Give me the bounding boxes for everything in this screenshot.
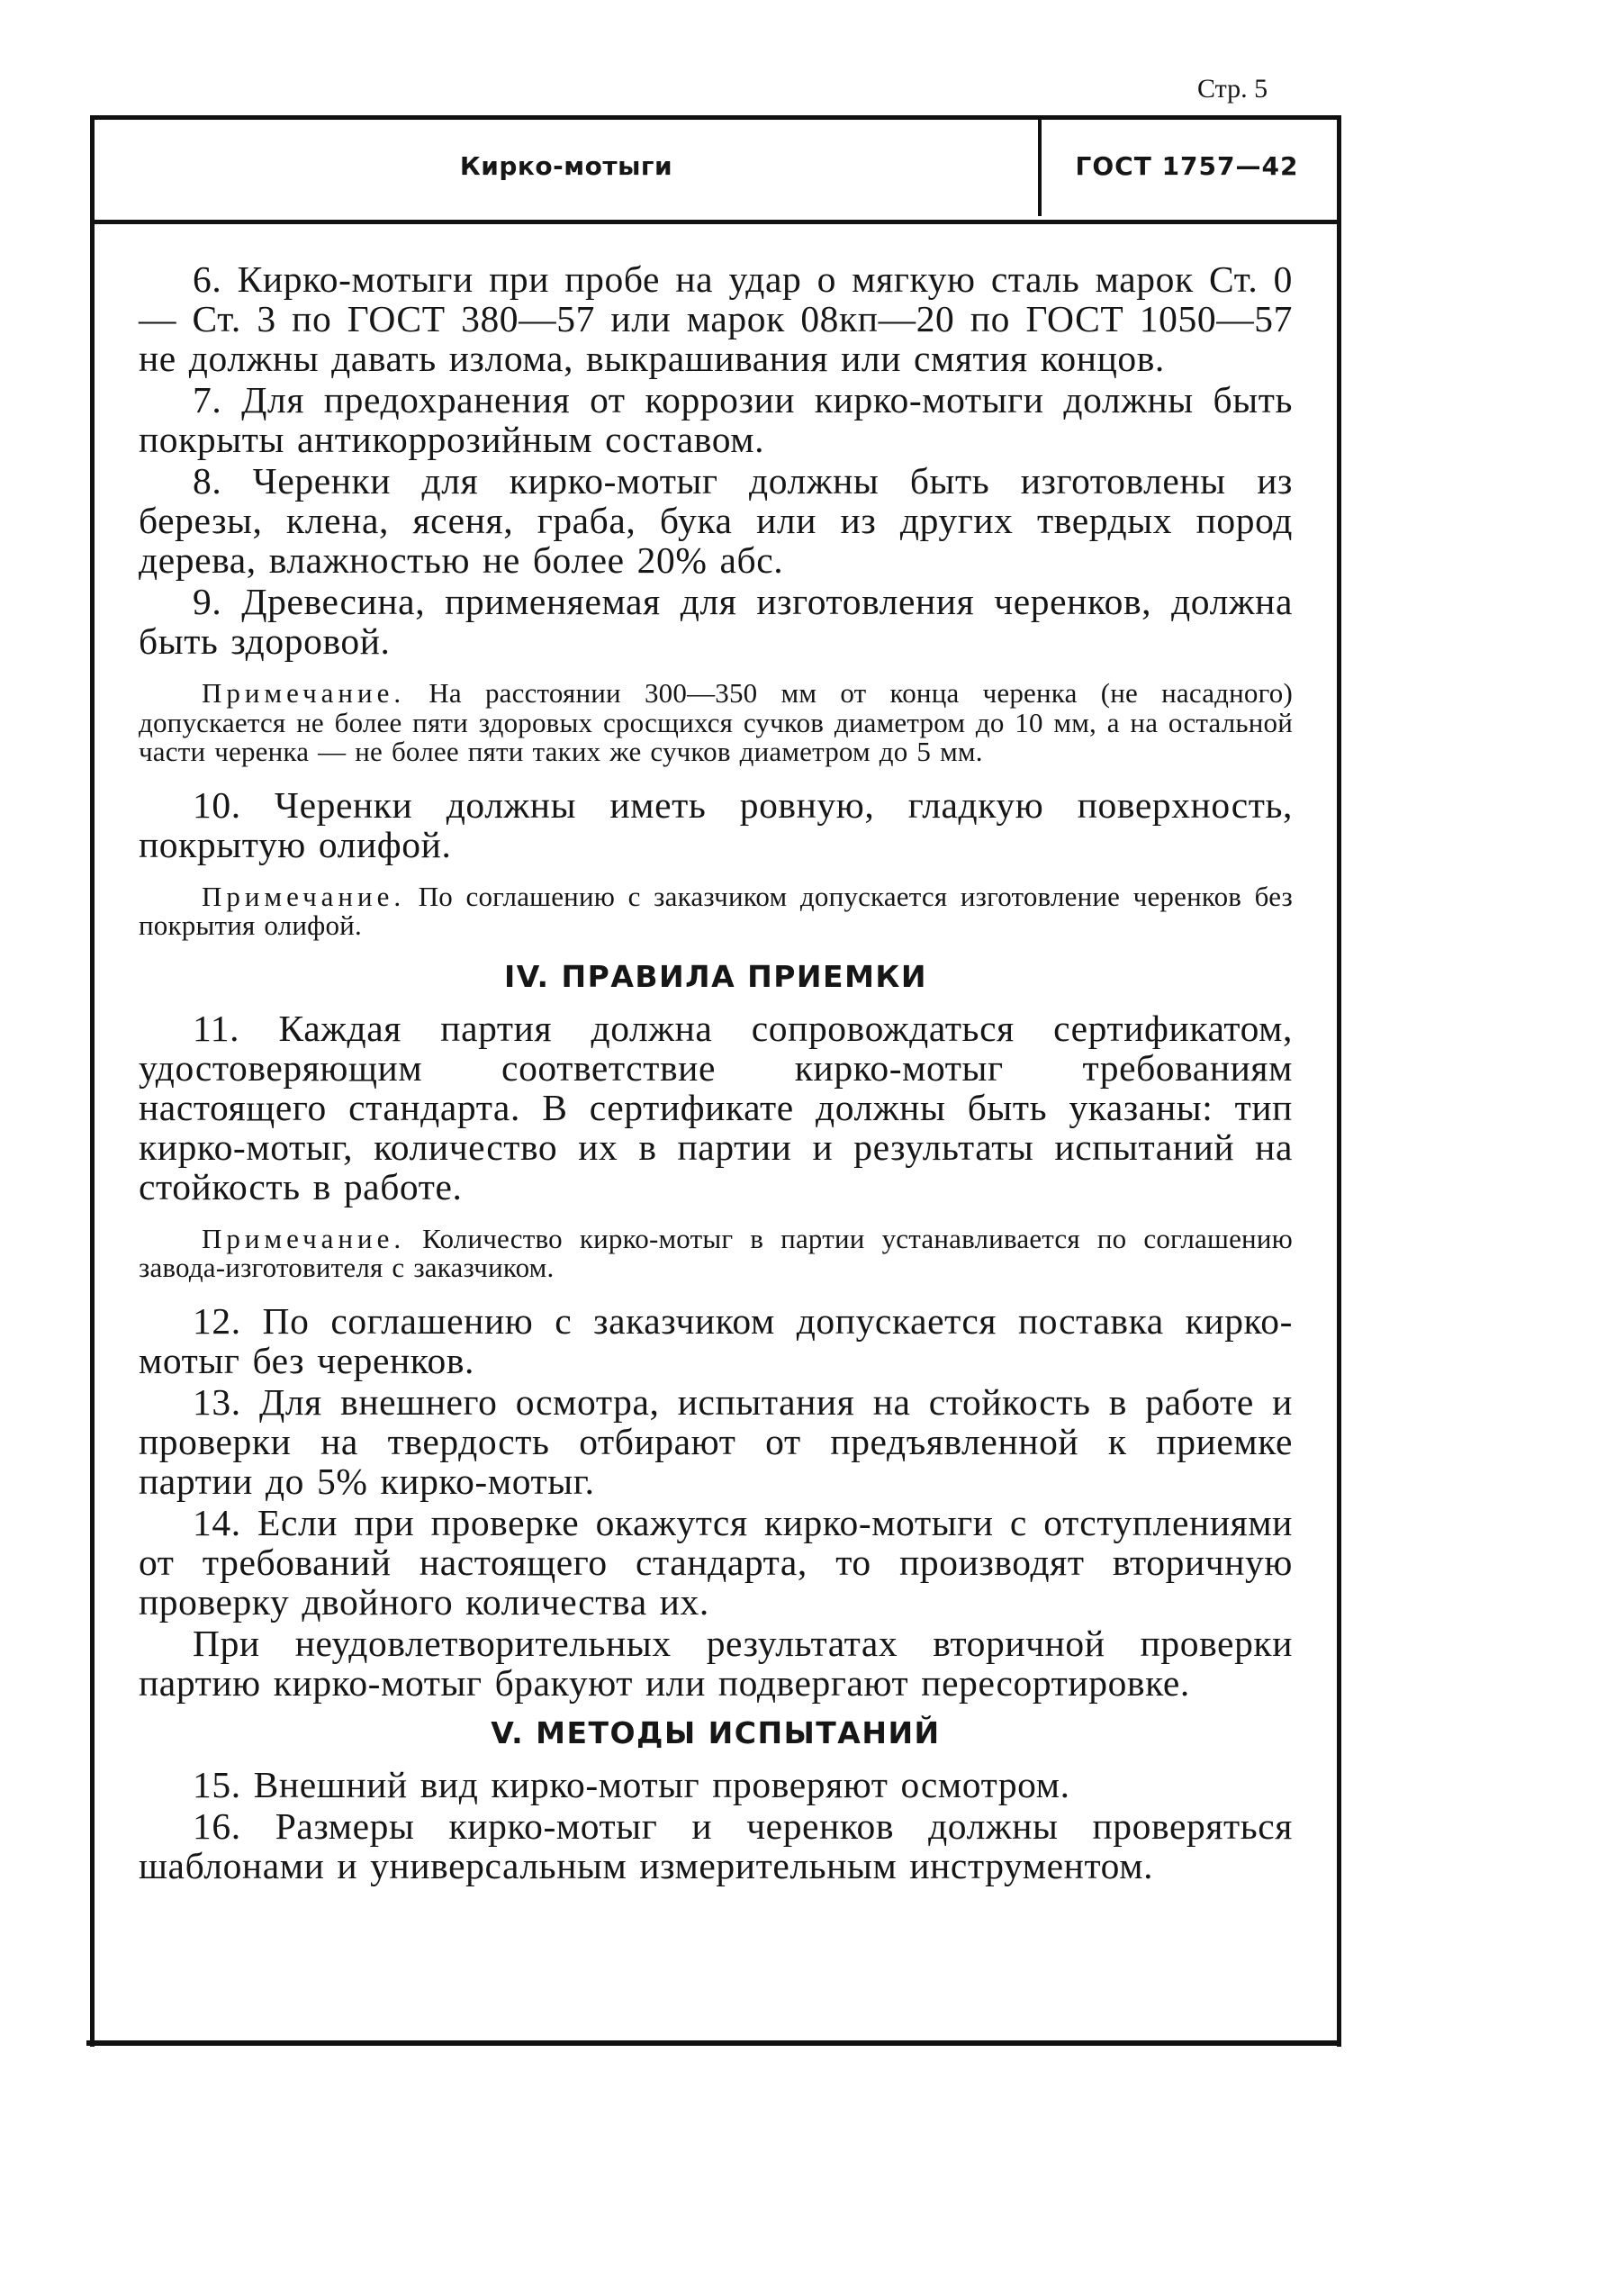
paragraph-8: 8. Черенки для кирко-мотыг должны быть изготовлены из березы, клена, ясеня, граба, бука или из других твердых пород дерева, влажностью не более 20% абс. [139,460,1293,581]
paragraph-7: 7. Для предохранения от коррозии кирко-мотыги должны быть покрыты антикоррозийным составом. [139,379,1293,460]
paragraph-14: 14. Если при проверке окажутся кирко-мотыги с отступлениями от требований настоящего стандарта, то производят вторичную проверку двойного количества их. [139,1501,1293,1623]
paragraph-10: 10. Черенки должны иметь ровную, гладкую поверхность, покрытую олифой. [139,783,1293,865]
note-3 [139,1222,1293,1283]
note-text: Количество кирко-мотыг в партии устанавливается по соглашению завода-изготовителя с заказчиком. [139,1222,1293,1283]
paragraph-11: 11. Каждая партия должна сопровождаться сертификатом, удостоверяющим соответствие кирко-мотыг требованиям настоящего стандарта. В сертификате должны быть указаны: тип кирко-мотыг, количество их в партии и результаты испытаний на стойкость в работе. [139,1007,1293,1207]
section-heading-4: IV. ПРАВИЛА ПРИЕМКИ [503,958,928,994]
paragraph-9: 9. Древесина, применяемая для изготовления черенков, должна быть здоровой. [139,581,1293,662]
paragraph-13: 13. Для внешнего осмотра, испытания на стойкость в работе и проверки на твердость отбирают от предъявленной к приемке партии до 5% кирко-мотыг. [139,1380,1293,1502]
paragraph-15: 15. Внешний вид кирко-мотыг проверяют осмотром. [193,1763,1070,1805]
paragraph-6: 6. Кирко-мотыги при пробе на удар о мягкую сталь марок Ст. 0 — Ст. 3 по ГОСТ 380—57 или марок 08кп—20 по ГОСТ 1050—57 не должны давать излома, выкрашивания или смятия концов. [139,258,1293,379]
header-title: Кирко-мотыги [459,151,673,181]
paragraph-12: 12. По соглашению с заказчиком допускается поставка кирко-мотыг без черенков. [139,1299,1293,1381]
paragraph-14-continued: При неудовлетворительных результатах вторичной проверки партию кирко-мотыг бракуют или подвергают пересортировке. [139,1622,1293,1704]
note-text: По соглашению с заказчиком допускается изготовление черенков без покрытия олифой. [139,880,1294,941]
header-standard-number: ГОСТ 1757—42 [1075,151,1299,181]
page-number: Стр. 5 [1197,74,1268,104]
header-divider [90,220,1341,224]
note-label: Примечание. [202,1222,406,1254]
note-text: На расстоянии 300—350 мм от конца черенка (не насадного) допускается не более пяти здоровых сросщихся сучков диаметром до 10 мм, а на остальной части черенка — не более пяти таких же сучков диаметром до 5 мм. [139,677,1293,767]
paragraph-16: 16. Размеры кирко-мотыг и черенков должны проверяться шаблонами и универсальным измерительным инструментом. [139,1804,1293,1886]
document-body [139,259,1293,1887]
note-label: Примечание. [202,880,406,912]
section-heading-5: V. МЕТОДЫ ИСПЫТАНИЙ [491,1714,941,1750]
note-2 [139,882,1293,941]
frame-bottom-rule [86,2040,1340,2046]
note-1 [139,679,1293,767]
note-label: Примечание. [202,677,406,709]
